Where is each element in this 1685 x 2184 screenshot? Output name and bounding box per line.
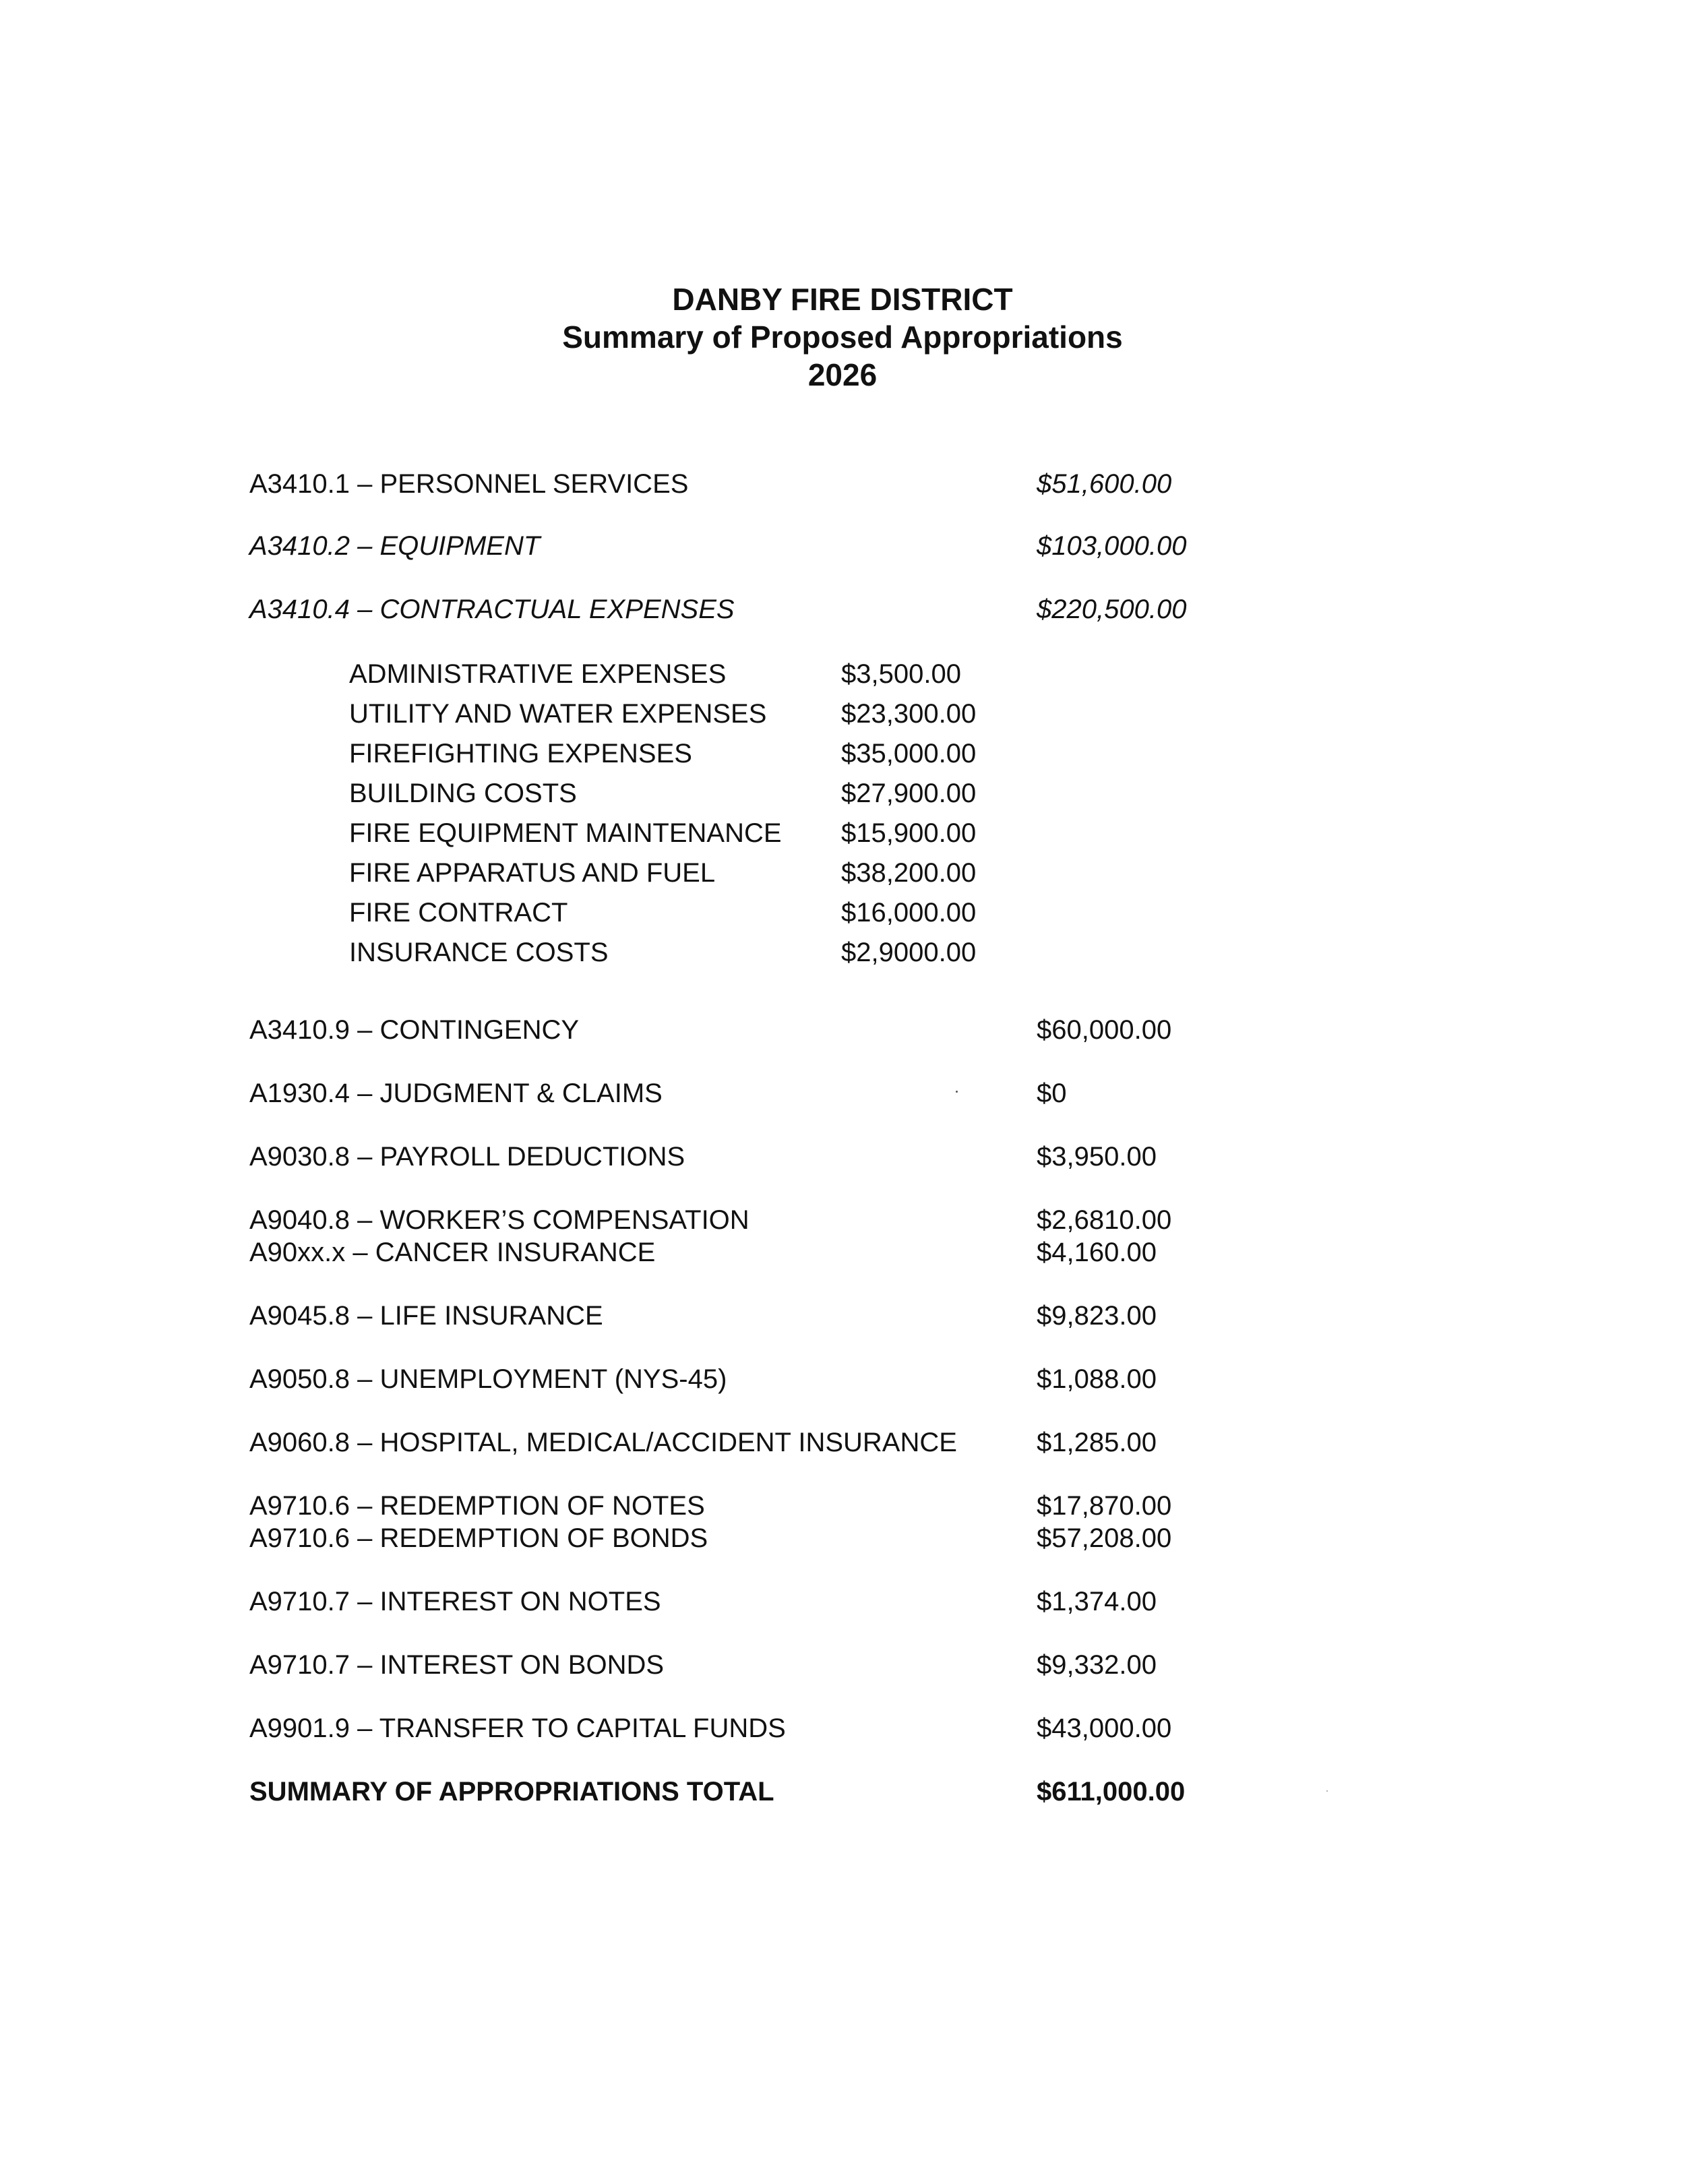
- line-item: [0, 1585, 1685, 1618]
- line-item-label: A9030.8 – PAYROLL DEDUCTIONS: [249, 1142, 685, 1172]
- line-item-amount: $60,000.00: [1037, 1015, 1172, 1045]
- line-item-amount: $9,332.00: [1037, 1650, 1157, 1680]
- scan-speck: [956, 1091, 958, 1093]
- sub-item-label: INSURANCE COSTS: [349, 938, 609, 967]
- line-item: [0, 1204, 1685, 1236]
- sub-item-label: BUILDING COSTS: [349, 779, 577, 808]
- sub-item-amount: $27,900.00: [841, 779, 977, 808]
- document-header: [0, 280, 1685, 394]
- line-item-amount: $1,374.00: [1037, 1587, 1157, 1616]
- line-item-label: A3410.2 – EQUIPMENT: [249, 531, 541, 561]
- line-item: [0, 1426, 1685, 1459]
- line-item-amount: $0: [1037, 1079, 1067, 1108]
- line-item: [0, 1141, 1685, 1173]
- sub-item: [0, 857, 1685, 889]
- line-item-label: A90xx.x – CANCER INSURANCE: [249, 1238, 656, 1267]
- sub-item-label: FIREFIGHTING EXPENSES: [349, 739, 692, 768]
- line-item-label: A3410.4 – CONTRACTUAL EXPENSES: [249, 595, 735, 624]
- org-name: DANBY FIRE DISTRICT: [672, 282, 1013, 317]
- line-item: [0, 1077, 1685, 1110]
- line-item-amount: $2,6810.00: [1037, 1205, 1172, 1235]
- sub-item-amount: $38,200.00: [841, 858, 977, 888]
- line-item-amount: $220,500.00: [1037, 595, 1187, 624]
- sub-item-label: FIRE APPARATUS AND FUEL: [349, 858, 716, 888]
- sub-item-amount: $35,000.00: [841, 739, 977, 768]
- sub-item: [0, 897, 1685, 929]
- line-item-label: A3410.1 – PERSONNEL SERVICES: [249, 469, 689, 499]
- line-item-label: A9710.7 – INTEREST ON BONDS: [249, 1650, 665, 1680]
- line-item-amount: $4,160.00: [1037, 1238, 1157, 1267]
- sub-item: [0, 936, 1685, 969]
- line-item: [0, 1649, 1685, 1681]
- sub-item-label: FIRE CONTRACT: [349, 898, 568, 928]
- sub-item: [0, 817, 1685, 849]
- sub-item-amount: $23,300.00: [841, 699, 977, 729]
- total-label: SUMMARY OF APPROPRIATIONS TOTAL: [249, 1777, 774, 1807]
- line-item-label: A3410.9 – CONTINGENCY: [249, 1015, 580, 1045]
- line-item: [0, 530, 1685, 562]
- line-item: [0, 1712, 1685, 1745]
- line-item-label: A9045.8 – LIFE INSURANCE: [249, 1301, 603, 1331]
- line-item: [0, 1236, 1685, 1269]
- line-item: [0, 1363, 1685, 1395]
- line-item-amount: $1,285.00: [1037, 1428, 1157, 1457]
- line-item-amount: $1,088.00: [1037, 1364, 1157, 1394]
- line-item-amount: $17,870.00: [1037, 1491, 1172, 1521]
- line-item-amount: $43,000.00: [1037, 1713, 1172, 1743]
- line-item-amount: $9,823.00: [1037, 1301, 1157, 1331]
- sub-item-amount: $3,500.00: [841, 659, 961, 689]
- line-item-label: A9040.8 – WORKER’S COMPENSATION: [249, 1205, 749, 1235]
- line-item: [0, 1300, 1685, 1332]
- line-item: [0, 593, 1685, 626]
- sub-item: [0, 777, 1685, 810]
- line-item-label: A1930.4 – JUDGMENT & CLAIMS: [249, 1079, 663, 1108]
- total-amount: $611,000.00: [1037, 1777, 1186, 1807]
- total-row: [0, 1776, 1685, 1808]
- sub-item-label: UTILITY AND WATER EXPENSES: [349, 699, 767, 729]
- line-item-label: A9710.7 – INTEREST ON NOTES: [249, 1587, 661, 1616]
- scan-speck: [1326, 1790, 1328, 1792]
- sub-item: [0, 658, 1685, 690]
- sub-item: [0, 737, 1685, 770]
- line-item-amount: $51,600.00: [1037, 469, 1172, 499]
- sub-item-amount: $16,000.00: [841, 898, 977, 928]
- line-item-label: A9050.8 – UNEMPLOYMENT (NYS-45): [249, 1364, 727, 1394]
- document-title: Summary of Proposed Appropriations: [562, 320, 1123, 355]
- line-item-amount: $57,208.00: [1037, 1523, 1172, 1553]
- sub-item-label: FIRE EQUIPMENT MAINTENANCE: [349, 818, 782, 848]
- line-item: [0, 1014, 1685, 1046]
- line-item-label: A9710.6 – REDEMPTION OF BONDS: [249, 1523, 708, 1553]
- sub-item-amount: $2,9000.00: [841, 938, 977, 967]
- line-item: [0, 1522, 1685, 1554]
- line-item-label: A9901.9 – TRANSFER TO CAPITAL FUNDS: [249, 1713, 786, 1743]
- sub-item-amount: $15,900.00: [841, 818, 977, 848]
- line-item: [0, 1490, 1685, 1522]
- document-year: 2026: [807, 357, 878, 392]
- line-item-label: A9710.6 – REDEMPTION OF NOTES: [249, 1491, 705, 1521]
- line-item-amount: $3,950.00: [1037, 1142, 1157, 1172]
- line-item: [0, 468, 1685, 500]
- sub-item-label: ADMINISTRATIVE EXPENSES: [349, 659, 727, 689]
- line-item-amount: $103,000.00: [1037, 531, 1187, 561]
- line-item-label: A9060.8 – HOSPITAL, MEDICAL/ACCIDENT INSURANCE: [249, 1428, 957, 1457]
- sub-item: [0, 698, 1685, 730]
